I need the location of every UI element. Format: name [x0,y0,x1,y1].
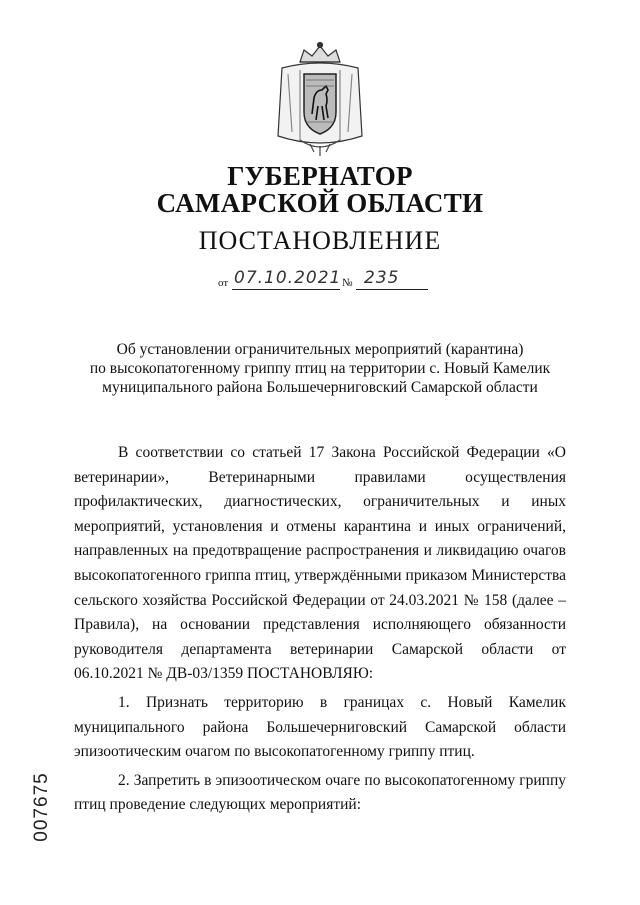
serial-number: 007675 [31,772,52,842]
subject-line: по высокопатогенному гриппу птиц на территории с. Новый Камелик [89,360,551,377]
subject-line: муниципального района Большечерниговский Самарской области [102,379,538,396]
document-type-title: ПОСТАНОВЛЕНИЕ [198,226,442,255]
date-from-label: от [218,277,229,289]
document-subject [60,340,580,397]
coat-of-arms-icon [270,40,370,158]
header-governor: ГУБЕРНАТОР [227,161,413,191]
date-number-line [218,270,438,292]
preamble-paragraph: В соответствии со статьей 17 Закона Российской Федерации «О ветеринарии», Ветеринарными правилами осуществления профилактических, диагностических, ограничительных и иных мероприятий, установления и отмены карантина и иных ограничений, направленных на предотвращение распространения и ликвидацию очагов высокопатогенного гриппа птиц, утверждёнными приказом Министерства сельского хозяйства Российской Федерации от 24.03.2021 № 158 (далее – Правила), на основании представления исполняющего обязанности руководителя департамента ветеринарии Самарской области от 06.10.2021 № ДВ-03/1359 ПОСТАНОВЛЯЮ: [74,444,566,683]
clause-2-paragraph: 2. Запретить в эпизоотическом очаге по высокопатогенному гриппу птиц проведение следующих мероприятий: [74,771,566,814]
number-underline [356,289,428,290]
date-underline [232,289,340,290]
number-label: № [342,277,353,289]
header-region: САМАРСКОЙ ОБЛАСТИ [156,188,484,218]
margin-serial-stamp [22,760,62,860]
handwritten-date: 07.10.2021 [234,268,342,288]
clause-1-paragraph: 1. Признать территорию в границах с. Новый Камелик муниципального района Большечерниговский Самарской области эпизоотическим очагом по высокопатогенному гриппу птиц. [74,693,566,761]
handwritten-number: 235 [364,268,400,288]
subject-line: Об установлении ограничительных мероприятий (карантина) [116,341,524,358]
document-body [74,441,566,818]
